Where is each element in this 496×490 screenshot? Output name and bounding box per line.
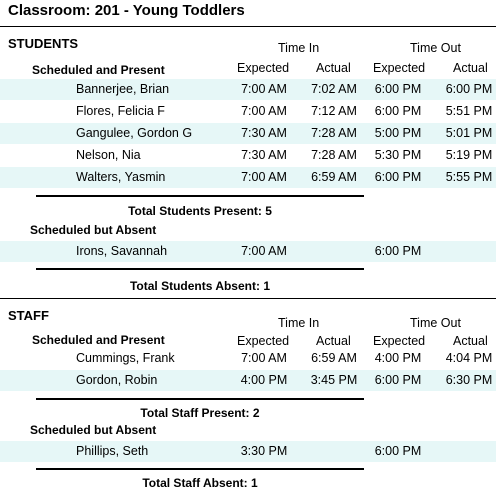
time-out-actual: 5:51 PM [445, 104, 493, 118]
students-total-absent: Total Students Absent: 1 [129, 279, 270, 293]
student-name: Walters, Yasmin [76, 170, 166, 184]
student-name: Flores, Felicia F [76, 104, 165, 118]
time-in-expected: 7:00 AM [241, 104, 287, 118]
time-out-actual: 5:55 PM [445, 170, 493, 184]
students-present-label: Scheduled and Present [32, 63, 165, 77]
time-out-actual: 5:01 PM [445, 126, 493, 140]
student-name: Nelson, Nia [76, 148, 141, 162]
staff-total-divider [36, 398, 364, 400]
time-out-expected: 6:00 PM [374, 82, 422, 96]
time-out-expected: 6:00 PM [374, 104, 422, 118]
staff-absent-divider [36, 468, 364, 470]
staff-in-actual-header: Actual [316, 334, 351, 348]
staff-time-in-header: Time In [278, 316, 320, 330]
time-in-expected: 7:00 AM [241, 170, 287, 184]
staff-name: Gordon, Robin [76, 373, 158, 387]
time-in-expected: 7:00 AM [241, 244, 287, 258]
staff-total-absent: Total Staff Absent: 1 [142, 476, 258, 490]
student-name: Irons, Savannah [76, 244, 168, 258]
staff-time-out-header: Time Out [410, 316, 461, 330]
table-row [0, 101, 496, 122]
time-out-expected: 6:00 PM [374, 244, 422, 258]
student-name: Gangulee, Gordon G [76, 126, 193, 140]
time-out-expected: 6:00 PM [374, 373, 422, 387]
staff-section-label: STAFF [8, 308, 49, 323]
students-time-out-header: Time Out [410, 41, 461, 55]
page-title: Classroom: 201 - Young Toddlers [8, 2, 245, 19]
time-in-actual: 3:45 PM [310, 373, 358, 387]
time-out-actual: 5:19 PM [445, 148, 493, 162]
time-in-actual: 7:12 AM [311, 104, 357, 118]
students-total-present: Total Students Present: 5 [128, 204, 272, 218]
staff-out-expected-header: Expected [373, 334, 426, 348]
title-rule [0, 26, 496, 27]
students-absent-label: Scheduled but Absent [30, 223, 157, 237]
students-out-expected-header: Expected [373, 61, 426, 75]
time-out-actual: 6:30 PM [445, 373, 493, 387]
staff-absent-label: Scheduled but Absent [30, 423, 157, 437]
staff-name: Cummings, Frank [76, 351, 175, 365]
time-in-expected: 7:00 AM [241, 82, 287, 96]
students-time-in-header: Time In [278, 41, 320, 55]
table-row [0, 123, 496, 144]
section-rule [0, 298, 496, 299]
table-row [0, 441, 496, 462]
students-out-actual-header: Actual [453, 61, 488, 75]
time-in-actual: 6:59 AM [311, 351, 357, 365]
students-total-divider [36, 195, 364, 197]
time-out-expected: 4:00 PM [374, 351, 422, 365]
table-row [0, 79, 496, 100]
students-in-actual-header: Actual [316, 61, 351, 75]
table-row [0, 145, 496, 166]
time-in-expected: 7:00 AM [241, 351, 287, 365]
time-out-actual: 4:04 PM [445, 351, 493, 365]
student-name: Bannerjee, Brian [76, 82, 170, 96]
time-out-expected: 6:00 PM [374, 444, 422, 458]
time-in-expected: 3:30 PM [240, 444, 288, 458]
staff-present-label: Scheduled and Present [32, 333, 165, 347]
time-out-expected: 6:00 PM [374, 170, 422, 184]
staff-name: Phillips, Seth [76, 444, 149, 458]
time-in-actual: 7:28 AM [311, 148, 357, 162]
time-in-actual: 6:59 AM [311, 170, 357, 184]
time-in-actual: 7:02 AM [311, 82, 357, 96]
table-row [0, 241, 496, 262]
students-in-expected-header: Expected [237, 61, 290, 75]
time-out-actual: 6:00 PM [445, 82, 493, 96]
table-row [0, 348, 496, 369]
time-in-expected: 7:30 AM [241, 126, 287, 140]
table-row [0, 167, 496, 188]
time-out-expected: 5:00 PM [374, 126, 422, 140]
students-section-label: STUDENTS [8, 36, 79, 51]
time-in-expected: 4:00 PM [240, 373, 288, 387]
time-out-expected: 5:30 PM [374, 148, 422, 162]
staff-total-present: Total Staff Present: 2 [140, 406, 260, 420]
time-in-actual: 7:28 AM [311, 126, 357, 140]
students-absent-divider [36, 268, 364, 270]
time-in-expected: 7:30 AM [241, 148, 287, 162]
table-row [0, 370, 496, 391]
staff-out-actual-header: Actual [453, 334, 488, 348]
staff-in-expected-header: Expected [237, 334, 290, 348]
